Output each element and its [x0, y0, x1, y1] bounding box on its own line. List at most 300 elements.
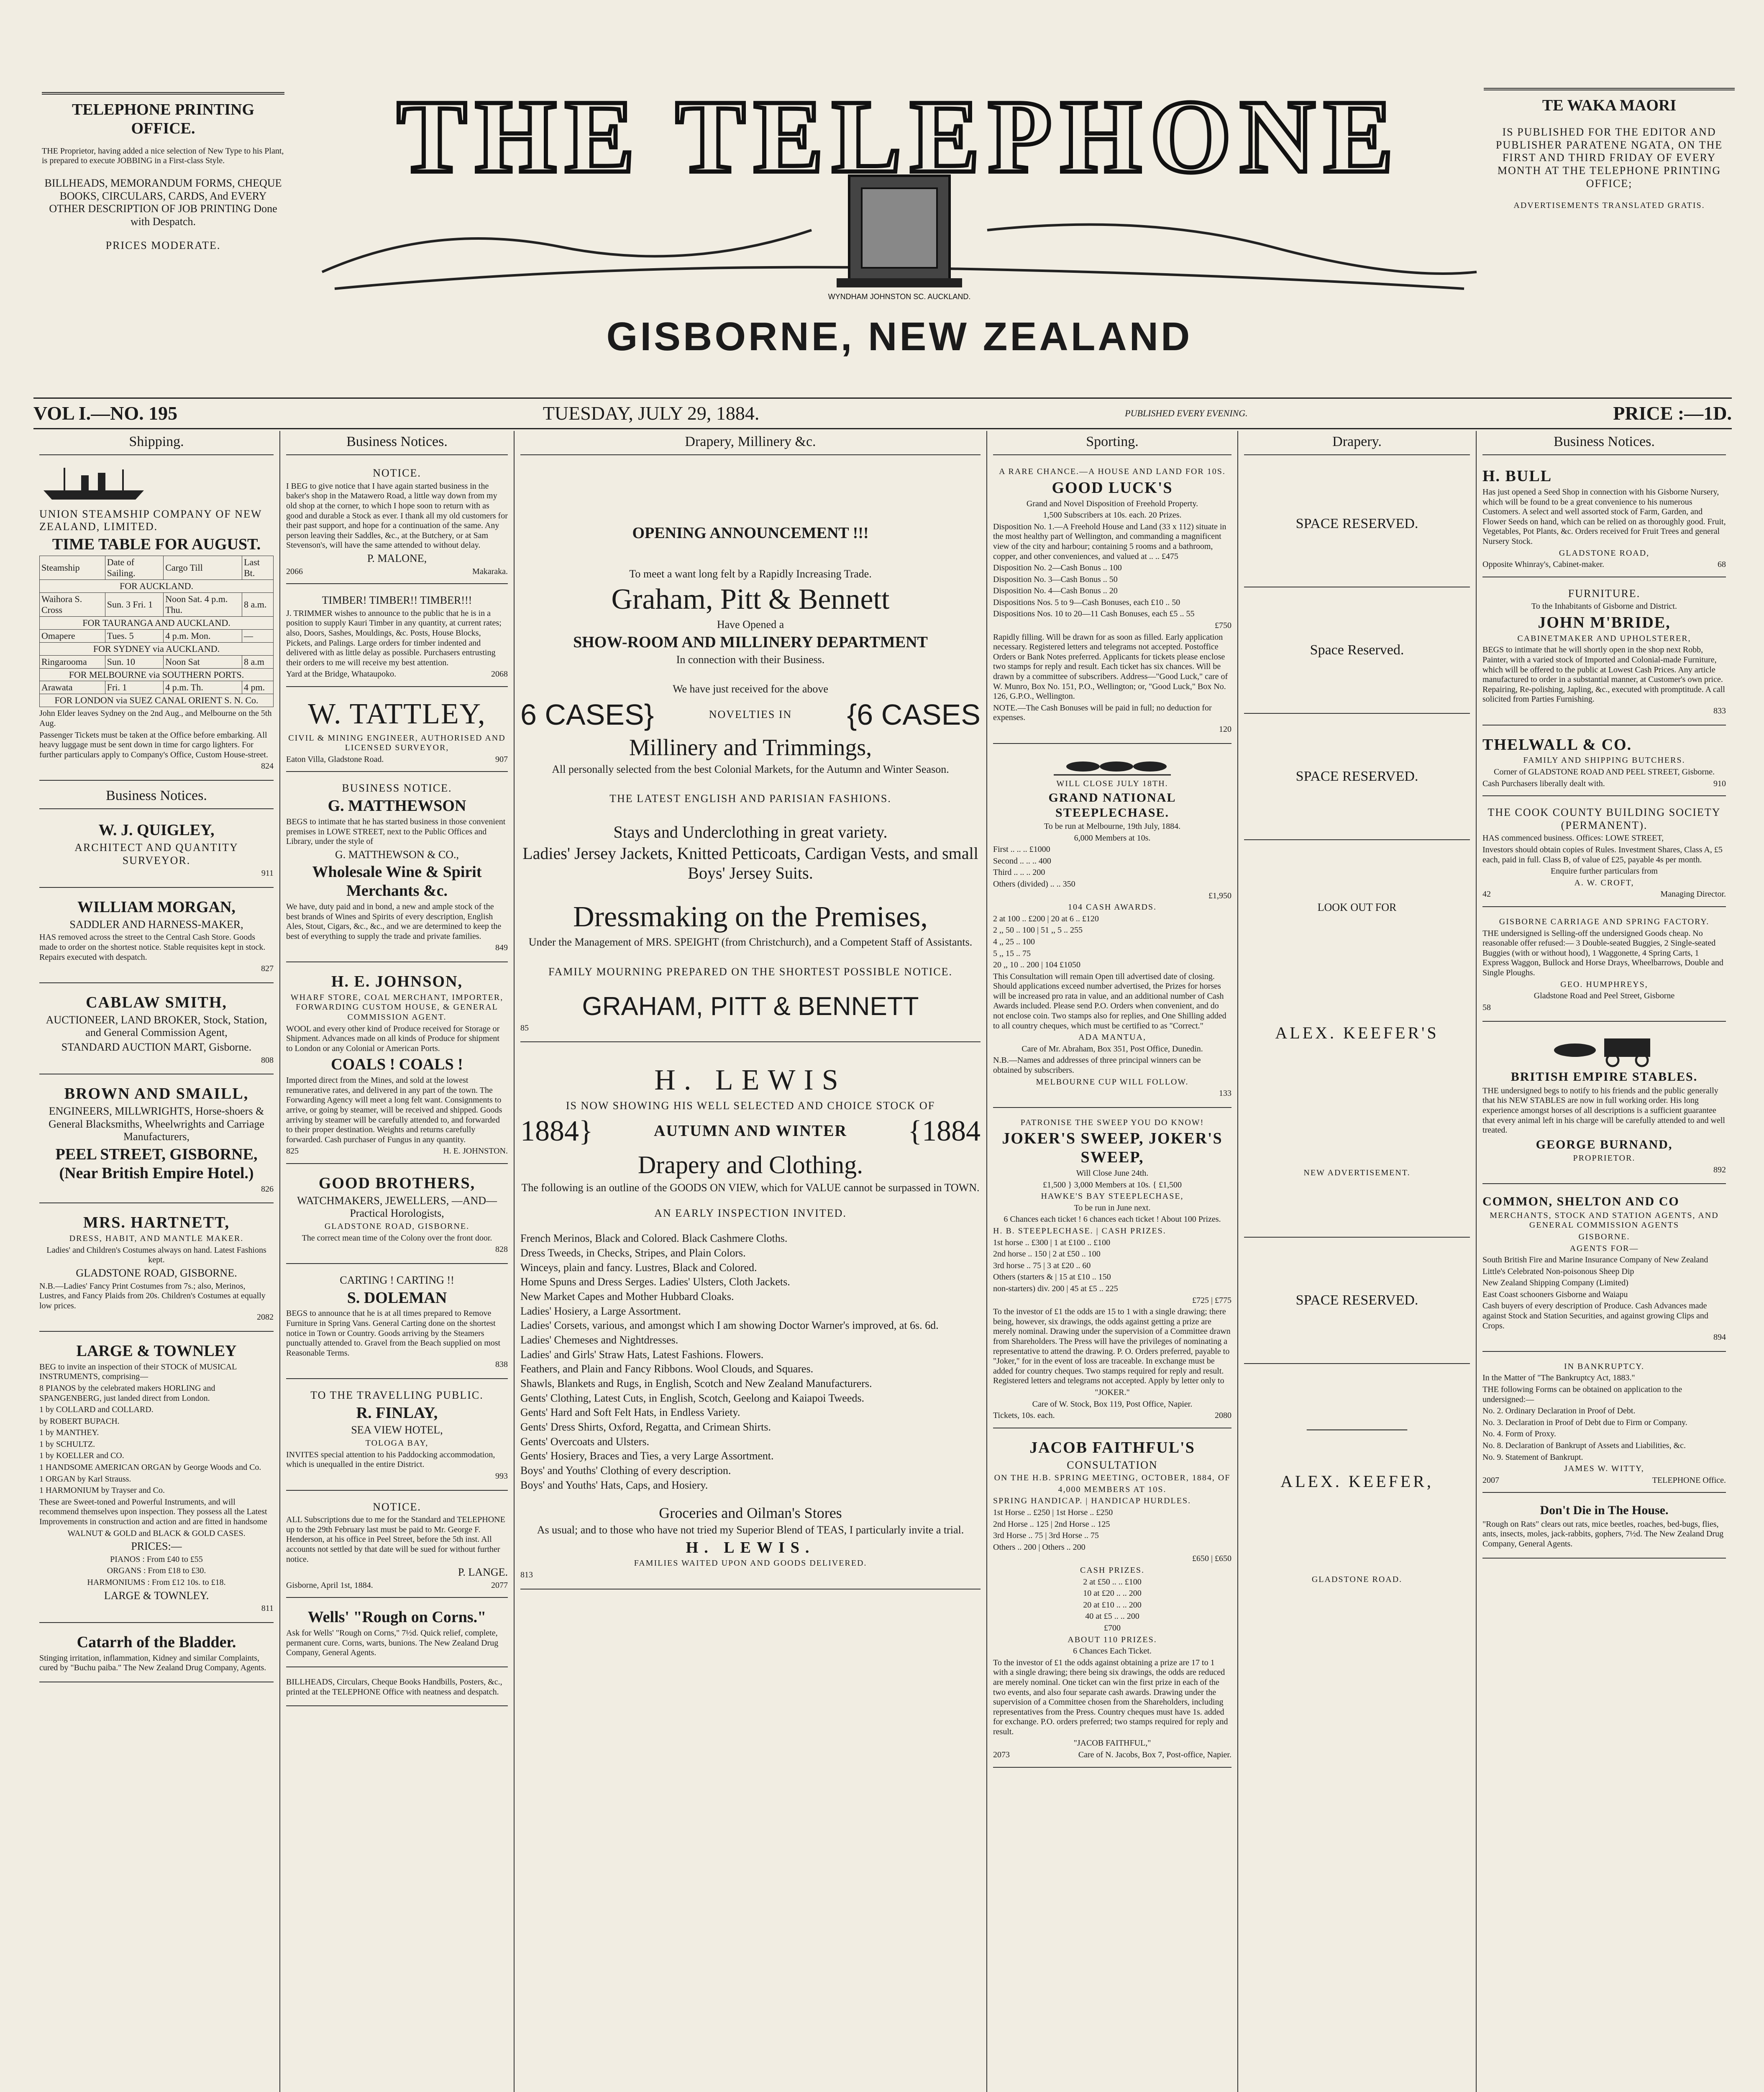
advertiser-address: Care of W. Stock, Box 119, Post Office, Napier. — [1032, 1399, 1193, 1409]
space-reserved: Space Reserved. — [1244, 587, 1470, 714]
tattley-ad — [286, 691, 508, 772]
ad-heading: Stays and Underclothing in great variety. — [613, 823, 888, 842]
ad-number: 826 — [261, 1184, 274, 1194]
ornament-line: —————— — [1307, 1419, 1407, 1438]
matthewson-ad — [286, 776, 508, 962]
goods-list — [520, 1232, 981, 1492]
list-item: 1 by SCHULTZ. — [39, 1439, 95, 1449]
space-reserved: SPACE RESERVED. — [1244, 1238, 1470, 1364]
columns — [33, 431, 1732, 2092]
ad-text: The following is an outline of the GOODS ON VIEW, which for VALUE cannot be surpassed in TOWN. — [521, 1181, 980, 1194]
ad-text: This Consultation will remain Open till advertised date of closing. Should applications exceed number advertised, the Prizes for horses will be increased pro rata in value, and an additional number of Cash Awards included. Please send P.O. Orders when convenient, and do not enclose coin. Two stamps also for replies, and One Shilling added to all country cheques, which must be certified to as "Correct." — [993, 972, 1226, 1031]
ad-number: 825 — [286, 1146, 299, 1156]
advertiser-body: J. TRIMMER wishes to announce to the public that he is in a position to supply Kauri Timber in any quantity, at current rates; also, Doors, Sashes, Mouldings, &c. Posts, House Blocks, Pickets, and Palings. Large orders for timber indented and delivered with as little delay as possible. Purchasers entrusting their orders to me will receive my best attention. — [286, 608, 502, 667]
table-cell: Sun. 10 — [105, 655, 164, 668]
list-item: 1 HANDSOME AMERICAN ORGAN by George Woods and Co. — [39, 1463, 261, 1472]
table-cell: 4 pm. — [242, 681, 273, 694]
advertiser-body: THE undersigned begs to notify to his friends and the public generally that his NEW STABLES are now in full working order. His long experience amongst horses of all descriptions is a sufficient guarantee that every animal left in his charge will be carefully attended to and well treated. — [1482, 1086, 1725, 1135]
advertiser-address: GISBORNE. — [1578, 1232, 1630, 1241]
ad-footer — [286, 1581, 508, 1591]
advertiser-name: R. FINLAY, — [356, 1404, 438, 1422]
advertiser-body: Cash buyers of every description of Produce. Cash Advances made against Stock and Station Securities, and against growing Clips and Crops. — [1482, 1301, 1708, 1331]
table-row — [40, 681, 274, 694]
advertiser-signature: ADA MANTUA, — [1078, 1033, 1146, 1042]
hartnett-ad — [39, 1208, 274, 1332]
price-item: HARMONIUMS : From £12 10s. to £18. — [87, 1578, 226, 1587]
list-item: Gents' Hard and Soft Felt Hats, in Endless Variety. — [520, 1406, 740, 1419]
ad-subheading: To meet a want long felt by a Rapidly Increasing Trade. — [629, 567, 872, 580]
advertiser-trade: DRESS, HABIT, AND MANTLE MAKER. — [69, 1234, 244, 1243]
list-item: 2 at 100 .. £200 | 20 at 6 .. £120 — [993, 914, 1099, 923]
ad-number: 838 — [495, 1360, 508, 1369]
list-item: 1 ORGAN by Karl Strauss. — [39, 1474, 131, 1484]
ad-text: ON THE H.B. SPRING MEETING, OCTOBER, 1884, OF — [994, 1473, 1231, 1483]
bull-ad — [1482, 461, 1726, 577]
column-heading: Sporting. — [993, 431, 1231, 455]
ad-number: 2073 — [993, 1750, 1010, 1760]
column-shipping — [33, 431, 280, 2092]
list-item: 40 at £5 .. .. 200 — [1085, 1612, 1139, 1621]
advertiser-name: THE COOK COUNTY BUILDING SOCIETY (PERMANENT). — [1487, 806, 1721, 831]
season-year: 1884} — [520, 1115, 593, 1147]
masthead-title-art — [310, 71, 1489, 305]
issue-date: TUESDAY, JULY 29, 1884. — [543, 402, 760, 424]
list-item: by ROBERT BUPACH. — [39, 1416, 120, 1426]
smith-ad — [39, 987, 274, 1074]
table-row — [40, 556, 274, 579]
ad-number: 120 — [1219, 725, 1231, 734]
advertiser-body: The correct mean time of the Colony over the front door. — [302, 1233, 492, 1243]
advertiser-name: G. MATTHEWSON & CO., — [335, 848, 459, 861]
advertiser-body: Ask for Wells' "Rough on Corns," 7½d. Quick relief, complete, permanent cure. Corns, warts, bunions. The New Zealand Drug Company, General Agents. — [286, 1628, 499, 1658]
advertiser-name: COMMON, SHELTON AND CO — [1482, 1195, 1680, 1209]
advertiser-body: BEGS to intimate that he has started business in those convenient premises in LOWE STREET, next to the Public Offices and Library, under the style of — [286, 817, 506, 846]
advertiser-trade: FAMILY AND SHIPPING BUTCHERS. — [1523, 756, 1685, 765]
total-value: £750 — [1215, 621, 1231, 631]
advertiser-signature: P. MALONE, — [367, 552, 427, 564]
column-heading: Business Notices. — [39, 785, 274, 809]
list-item: Gents' Dress Shirts, Oxford, Regatta, and Crimean Shirts. — [520, 1421, 771, 1433]
table-cell: Noon Sat — [164, 655, 242, 668]
advertiser-trade: ENGINEERS, MILLWRIGHTS, Horse-shoers & General Blacksmiths, Wheelwrights and Carriage Manufacturers, — [49, 1105, 264, 1143]
list-item: 5 ,, 15 .. 75 — [993, 949, 1031, 958]
table-section: FOR MELBOURNE via SOUTHERN PORTS. — [40, 668, 274, 681]
advertiser-address: Care of Mr. Abraham, Box 351, Post Office, Dunedin. — [1022, 1044, 1203, 1054]
billheads-ad — [286, 1672, 508, 1706]
ad-heading: Drapery and Clothing. — [637, 1151, 863, 1179]
horse-race-icon — [1050, 752, 1175, 777]
list-item: Winceys, plain and fancy. Lustres, Black and Colored. — [520, 1261, 757, 1274]
list-item: Gents' Hosiery, Braces and Ties, a very Large Assortment. — [520, 1450, 774, 1462]
advertiser-trade: CIVIL & MINING ENGINEER, AUTHORISED AND LICENSED SURVEYOR, — [288, 733, 506, 753]
passenger-notice: Passenger Tickets must be taken at the Office before embarking. All heavy luggage must be sent down in time for cargo lighters. For further particulars apply to Company's Office, Custom House-street. — [39, 730, 268, 759]
lange-ad — [286, 1495, 508, 1598]
ad-heading: COALS ! COALS ! — [331, 1056, 463, 1074]
ad-text: As usual; and to those who have not tried my Superior Blend of TEAS, I particularly invite a trial. — [537, 1523, 964, 1536]
elder-notice: John Elder leaves Sydney on the 2nd Aug., and Melbourne on the 5th Aug. — [39, 709, 272, 728]
advertiser-trade: Wholesale Wine & Spirit Merchants &c. — [312, 863, 482, 900]
publication-note: PUBLISHED EVERY EVENING. — [1125, 408, 1248, 419]
advertiser-body: BEGS to intimate that he will shortly open in the shop next Robb, Painter, with a varied stock of Imported and Colonial-made Furniture, which will be offered to the public at Lowest Cash Prices. Any article manufactured to order in a substantial manner, at Customer's own price. Repairing, Re-polishing, Japling, &c., executed with promptitude. A call solicited from Parties Furnishing. — [1482, 645, 1725, 704]
ad-text: Cash Purchasers liberally dealt with. — [1482, 779, 1605, 788]
brown-smaill-ad — [39, 1079, 274, 1203]
list-item: Ladies' Chemeses and Nightdresses. — [520, 1334, 678, 1346]
ad-heading: BUSINESS NOTICE. — [342, 782, 452, 795]
advertiser-body: INVITES special attention to his Paddocking accommodation, which is unequalled in the entire District. — [286, 1450, 495, 1469]
ad-number: 808 — [261, 1055, 274, 1065]
table-row: Others (starters & | 15 at £10 .. 150 — [993, 1272, 1111, 1282]
column-heading: Drapery, Millinery &c. — [520, 431, 981, 455]
list-item: Second .. .. .. 400 — [993, 856, 1051, 866]
advertiser-name: H. LEWIS — [654, 1064, 847, 1097]
advertiser-signature: "JOKER." — [1095, 1387, 1130, 1397]
ad-text: NOVELTIES IN — [709, 708, 792, 720]
printing-office-items: BILLHEADS, MEMORANDUM FORMS, CHEQUE BOOKS, CIRCULARS, CARDS, And EVERY OTHER DESCRIPTION OF JOB PRINTING Done with Despatch. — [44, 177, 282, 228]
table-cell: 4 p.m. Th. — [164, 681, 242, 694]
advertiser-address: Yard at the Bridge, Whataupoko. — [286, 669, 397, 679]
ad-date: Gisborne, April 1st, 1884. — [286, 1580, 373, 1590]
advertiser-body: HAS commenced business. Offices: LOWE STREET, — [1482, 833, 1664, 843]
list-item: No. 2. Ordinary Declaration in Proof of Debt. — [1482, 1406, 1636, 1416]
waka-maori-body: IS PUBLISHED FOR THE EDITOR AND PUBLISHER PARATENE NGATA, ON THE FIRST AND THIRD FRIDAY OF EVERY MONTH AT THE TELEPHONE PRINTING OFFICE; — [1495, 126, 1723, 190]
advertiser-body: BEGS to announce that he is at all times prepared to Remove Furniture in Spring Vans. General Carting done on the shortest notice in Town or Country. Goods arriving by the Steamers punctually attended to. Gravel from the Beach supplied on most Reasonable Terms. — [286, 1309, 501, 1358]
advertiser-signature: "JACOB FAITHFUL," — [1073, 1738, 1151, 1748]
ad-subheading: In the Matter of "The Bankruptcy Act, 1883." — [1482, 1373, 1635, 1383]
printing-office-prices: PRICES MODERATE. — [105, 239, 221, 251]
advertiser-signature: LARGE & TOWNLEY. — [104, 1589, 209, 1602]
column-drapery — [1238, 431, 1477, 2092]
list-item: Disposition No. 2—Cash Bonus .. 100 — [993, 563, 1122, 573]
advertiser-body: Ladies' and Children's Costumes always on hand. Latest Fashions kept. — [46, 1245, 266, 1265]
finlay-ad — [286, 1383, 508, 1491]
column-sporting — [987, 431, 1238, 2092]
advertiser-address: STANDARD AUCTION MART, Gisborne. — [61, 1041, 252, 1053]
advertiser-body: BEG to invite an inspection of their STOCK of MUSICAL INSTRUMENTS, comprising— — [39, 1362, 237, 1382]
advertiser-address: TOLOGA BAY, — [365, 1438, 429, 1448]
season-year: {1884 — [908, 1115, 981, 1147]
good-lucks-ad — [993, 461, 1231, 743]
bankruptcy-ad — [1482, 1356, 1726, 1493]
ad-text: NOTE.—The Cash Bonuses will be paid in full; no deduction for expenses. — [993, 703, 1212, 723]
union-steamship-ad — [39, 461, 274, 781]
list-item: 2 ,, 50 .. 100 | 51 ,, 5 .. 255 — [993, 926, 1083, 935]
ad-text: IS NOW SHOWING HIS WELL SELECTED AND CHOICE STOCK OF — [566, 1099, 935, 1112]
list-item: Gents' Clothing, Latest Cuts, in English, Scotch, Geelong and Kaiapoi Tweeds. — [520, 1392, 864, 1404]
advertiser-name: H. E. JOHNSON, — [331, 972, 463, 990]
space-reserved: SPACE RESERVED. — [1244, 714, 1470, 840]
table-cell: Waihora S. Cross — [40, 592, 105, 616]
list-item: 4 ,, 25 .. 100 — [993, 937, 1035, 946]
advertiser-signature: GEORGE BURNAND, — [1536, 1137, 1673, 1151]
ad-text: Tickets, 10s. each. — [993, 1411, 1055, 1420]
table-row: 2nd horse .. 150 | 2 at £50 .. 100 — [993, 1249, 1101, 1259]
table-row — [40, 616, 274, 629]
list-item: No. 8. Declaration of Bankrupt of Assets and Liabilities, &c. — [1482, 1441, 1686, 1450]
ad-text: MELBOURNE CUP WILL FOLLOW. — [1036, 1077, 1189, 1087]
volume-number: VOL I.—NO. 195 — [33, 402, 178, 424]
timetable-title: TIME TABLE FOR AUGUST. — [52, 536, 261, 554]
advertiser-signature: GEO. HUMPHREYS, — [1560, 979, 1648, 989]
advertiser-signature: A. W. CROFT, — [1574, 878, 1634, 887]
advertiser-title: TELEPHONE Office. — [1652, 1475, 1726, 1485]
cases-line — [520, 697, 981, 732]
catarrh-ad — [39, 1627, 274, 1682]
advertiser-name: G. MATTHEWSON — [328, 797, 466, 815]
advertiser-trade: SADDLER AND HARNESS-MAKER, — [69, 918, 243, 931]
engraver-credit: WYNDHAM JOHNSTON SC. AUCKLAND. — [828, 292, 971, 301]
malone-ad — [286, 461, 508, 584]
table-cell: Tues. 5 — [105, 629, 164, 642]
advertiser-name: GOOD BROTHERS, — [318, 1174, 476, 1192]
ad-number: 833 — [1713, 706, 1726, 715]
table-section: FOR TAURANGA AND AUCKLAND. — [40, 616, 274, 629]
table-cell: Sun. 3 Fri. 1 — [105, 592, 164, 616]
ad-heading: A RARE CHANCE.—A HOUSE AND LAND FOR 10S. — [999, 467, 1226, 477]
advertiser-address: GLADSTONE ROAD, GISBORNE. — [324, 1222, 470, 1231]
jokers-sweep-ad — [993, 1112, 1231, 1428]
ad-heading: WILL CLOSE JULY 18TH. — [1056, 779, 1168, 788]
ad-heading: SHOW-ROOM AND MILLINERY DEPARTMENT — [573, 633, 928, 651]
ad-number: 2077 — [491, 1580, 508, 1590]
advertiser-name: CABLAW SMITH, — [86, 993, 227, 1011]
ad-footer — [286, 669, 508, 679]
ad-number: 849 — [495, 943, 508, 953]
ad-number: 907 — [495, 754, 508, 764]
ad-number: 910 — [1713, 779, 1726, 788]
cases-label: 6 CASES} — [520, 698, 654, 731]
keefer-ad-2 — [1244, 1364, 1470, 1631]
ad-heading: NOTICE. — [373, 467, 421, 479]
ad-text: To be run in June next. — [1074, 1203, 1151, 1213]
table-cell: Ringarooma — [40, 655, 105, 668]
table-cell: Arawata — [40, 681, 105, 694]
list-item: New Market Capes and Mother Hubbard Cloaks. — [520, 1290, 734, 1302]
ad-heading: OPENING ANNOUNCEMENT !!! — [632, 524, 869, 542]
list-item: Third .. .. .. 200 — [993, 868, 1045, 877]
ad-heading: NOTICE. — [373, 1500, 421, 1513]
advertiser-address: Corner of GLADSTONE ROAD AND PEEL STREET, Gisborne. — [1494, 767, 1715, 777]
advertiser-address: PEEL STREET, GISBORNE, (Near British Empire Hotel.) — [55, 1145, 258, 1182]
list-item: Ladies' Hosiery, a Large Assortment. — [520, 1305, 681, 1317]
ad-heading: PATRONISE THE SWEEP YOU DO KNOW! — [1020, 1118, 1204, 1127]
table-header: H. B. STEEPLECHASE. | CASH PRIZES. — [993, 1226, 1166, 1236]
list-item: Shawls, Blankets and Rugs, in English, Scotch and New Zealand Manufacturers. — [520, 1377, 872, 1390]
ad-heading: Don't Die in The House. — [1540, 1503, 1669, 1518]
advertiser-name: JACOB FAITHFUL'S — [1029, 1438, 1195, 1456]
list-item: 1 by MANTHEY. — [39, 1428, 99, 1438]
ad-text: Disposition No. 1.—A Freehold House and Land (33 x 112) situate in the most healthy part of Wellington, and commanding a magnificent view of the city and harbour; containing 5 rooms and a bathroom, copper, and other conveniences, and valued at .. .. £475 — [993, 522, 1226, 561]
ad-text: N.B.—Names and addresses of three principal winners can be obtained by subscribers. — [993, 1056, 1201, 1075]
keefer-ad — [1244, 840, 1470, 1237]
advertiser-body: WOOL and every other kind of Produce received for Storage or Shipment. Advances made on all kinds of Produce for shipment to London or any Colonial or American Ports. — [286, 1024, 500, 1053]
advertiser-name: LARGE & TOWNLEY — [76, 1342, 237, 1360]
ad-number: 2080 — [1215, 1411, 1231, 1420]
jacob-faithful-ad — [993, 1433, 1231, 1768]
advertiser-title: Managing Director. — [1660, 890, 1726, 899]
stables-ad — [1482, 1026, 1726, 1184]
list-item: 20 at £10 .. .. 200 — [1083, 1600, 1142, 1610]
johnson-ad — [286, 967, 508, 1164]
price-item: ORGANS : From £18 to £30. — [107, 1566, 206, 1576]
ad-text: Will Close June 24th. — [1076, 1169, 1149, 1178]
ad-subheading: AGENTS FOR— — [1569, 1243, 1639, 1253]
ad-heading: TIMBER! TIMBER!! TIMBER!!! — [322, 594, 472, 607]
ad-heading: CONSULTATION — [1067, 1459, 1158, 1471]
ad-footer — [286, 567, 508, 577]
advertiser-name: MRS. HARTNETT, — [83, 1214, 230, 1232]
steamship-icon — [39, 465, 148, 503]
table-cell: Noon Sat. 4 p.m. Thu. — [164, 592, 242, 616]
ad-heading: TO THE TRAVELLING PUBLIC. — [310, 1389, 484, 1401]
table-row: non-starters) div. 200 | 45 at £5 .. 225 — [993, 1284, 1118, 1293]
table-header: SPRING HANDICAP. | HANDICAP HURDLES. — [993, 1496, 1191, 1506]
table-row — [40, 579, 274, 592]
advertiser-body: Stinging irritation, inflammation, Kidney and similar Complaints, cured by "Buchu paiba." The New Zealand Drug Company, Agents. — [39, 1653, 266, 1673]
advertiser-address: Care of N. Jacobs, Box 7, Post-office, Napier. — [1078, 1750, 1231, 1760]
masthead-place: GISBORNE, NEW ZEALAND — [606, 314, 1193, 359]
lewis-ad — [520, 1046, 981, 1589]
union-steamship-title: UNION STEAMSHIP COMPANY OF NEW ZEALAND, LIMITED. — [39, 508, 262, 533]
advertiser-body: HAS removed across the street to the Central Cash Store. Goods made to order on the shortest notice. Stable requisites kept in stock. Repairs executed with despatch. — [39, 933, 266, 962]
ad-text: 6 Chances each ticket ! 6 chances each ticket ! About 100 Prizes. — [1004, 1215, 1221, 1224]
list-item: Boys' and Youths' Clothing of every description. — [520, 1464, 731, 1477]
timber-ad — [286, 588, 508, 687]
quigley-ad — [39, 815, 274, 888]
advertiser-address: GLADSTONE ROAD, GISBORNE. — [76, 1266, 237, 1279]
doleman-ad — [286, 1268, 508, 1379]
printing-office-notice — [42, 92, 284, 263]
ad-text: Ladies' Jersey Jackets, Knitted Petticoats, Cardigan Vests, and small Boys' Jersey Suits. — [522, 844, 978, 883]
ad-text: To the investor of £1 the odds against obtaining a prize are 17 to 1 with a single drawing; there being six drawings, the odds are reduced are merely nominal. One ticket can win the first prize in each of the two events, and also four separate cash awards. Drawing under the supervision of a Committee chosen from the Shareholders, including representatives from the Press. Country cheques must have 1s. added for exchange. P.O. orders preferred; two stamps required for reply and result. — [993, 1658, 1228, 1736]
advertiser-name: WILLIAM MORGAN, — [77, 898, 236, 916]
thelwall-ad — [1482, 730, 1726, 797]
ad-text: Have Opened a — [717, 618, 784, 631]
timetable — [39, 556, 274, 707]
ad-number: 828 — [495, 1245, 508, 1254]
advertiser-name: S. DOLEMAN — [347, 1289, 447, 1307]
table-cell: Cargo Till — [164, 556, 242, 579]
cases-label: {6 CASES — [847, 698, 981, 731]
list-item: 2 at £50 .. .. £100 — [1083, 1577, 1142, 1587]
waka-maori-title: TE WAKA MAORI — [1542, 97, 1677, 114]
ad-number: 85 — [520, 1023, 529, 1033]
table-cell: 4 p.m. Mon. — [164, 629, 242, 642]
ad-text: All personally selected from the best Colonial Markets, for the Autumn and Winter Season. — [552, 763, 949, 775]
ad-footer — [286, 1146, 508, 1156]
stagecoach-icon — [1541, 1030, 1667, 1068]
table-row — [40, 642, 274, 655]
ad-heading: AUTUMN AND WINTER — [654, 1122, 847, 1140]
list-item: No. 4. Form of Proxy. — [1482, 1429, 1556, 1439]
ad-heading: Millinery and Trimmings, — [629, 734, 872, 761]
list-item: Little's Celebrated Non-poisonous Sheep Dip — [1482, 1266, 1634, 1276]
advertiser-name: GISBORNE CARRIAGE AND SPRING FACTORY. — [1499, 917, 1710, 927]
ad-number: 68 — [1718, 560, 1726, 569]
ad-text: To the investor of £1 the odds are 15 to 1 with a single drawing; there being, however, six drawings, the odds against getting a prize are merely nominal. Drawing under the supervision of a Committee drawn from Shareholders. The Press will have the privileges of nominating a representative to attend the drawing. P. O. Orders preferred, payable to "Joker," for in the event of loss are traceable. In exchange must be added for country cheques. Two stamps required for reply and result. Registered letters and telegrams not accepted. Apply by letter only to — [993, 1307, 1231, 1386]
space-reserved: SPACE RESERVED. — [1244, 461, 1470, 587]
large-townley-ad — [39, 1336, 274, 1623]
table-cell: Steamship — [40, 556, 105, 579]
advertiser-body: "Rough on Rats" clears out rats, mice beetles, roaches, bed-bugs, flies, ants, insects, moles, jack-rabbits, gophers, 7½d. The New Zealand Drug Company, General Agents. — [1482, 1519, 1724, 1548]
ad-footer — [993, 1750, 1231, 1760]
ad-text: 6 Chances Each Ticket. — [1073, 1646, 1152, 1656]
advertiser-body: Has just opened a Seed Shop in connection with his Gisborne Nursery, which will be found to be a great convenience to his numerous Customers. A select and well assorted stock of Farm, Garden, and Flower Seeds on hand, which can be relied on as thoroughly good. Fruit, Vegetables, Pot Plants, &c. Orders received for Fruit Trees and general Nursery Stock. — [1482, 487, 1726, 546]
list-item: South British Fire and Marine Insurance Company of New Zealand — [1482, 1255, 1708, 1265]
ad-number: 133 — [1219, 1089, 1231, 1098]
advertiser-address: Eaton Villa, Gladstone Road. — [286, 754, 384, 764]
waka-maori-notice — [1484, 88, 1735, 219]
advertiser-body: Investors should obtain copies of Rules. Investment Shares, Class A, £5 each, paid in full. Class B, of value of £25, payable 4s per month. — [1482, 845, 1723, 864]
list-item: East Coast schooners Gisborne and Waiapu — [1482, 1290, 1628, 1299]
ad-number: 824 — [261, 761, 274, 771]
ad-subheading: HAWKE'S BAY STEEPLECHASE, — [1041, 1192, 1184, 1201]
table-row: 2nd Horse .. 125 | 2nd Horse .. 125 — [993, 1519, 1110, 1529]
list-item: Dispositions Nos. 10 to 20—11 Cash Bonuses, each £5 .. 55 — [993, 609, 1195, 619]
advertiser-address: GLADSTONE ROAD, — [1559, 548, 1650, 558]
ad-text: 4,000 MEMBERS AT 10S. — [1058, 1484, 1167, 1494]
rats-ad — [1482, 1497, 1726, 1558]
advertiser-name: GRAND NATIONAL STEEPLECHASE. — [1048, 791, 1176, 820]
table-cell: — — [242, 629, 273, 642]
ad-heading: CARTING ! CARTING !! — [340, 1274, 454, 1286]
ad-number: 2066 — [286, 567, 303, 576]
table-row: 3rd horse .. 75 | 3 at £20 .. 60 — [993, 1261, 1091, 1270]
list-item: Ladies' Corsets, various, and amongst which I am showing Doctor Warner's improved, at 6s. 6d. — [520, 1319, 939, 1332]
ad-text: Under the Management of MRS. SPEIGHT (from Christchurch), and a Competent Staff of Assistants. — [528, 936, 973, 949]
table-cell: Date of Sailing. — [105, 556, 164, 579]
printing-office-body: THE Proprietor, having added a nice selection of New Type to his Plant, is prepared to execute JOBBING in a First-class Style. — [42, 146, 284, 166]
waka-maori-foot: ADVERTISEMENTS TRANSLATED GRATIS. — [1513, 201, 1705, 210]
advertiser-note: WALNUT & GOLD and BLACK & GOLD CASES. — [67, 1528, 246, 1538]
column-heading: Drapery. — [1244, 431, 1470, 455]
advertiser-title: PROPRIETOR. — [1573, 1154, 1636, 1163]
list-item: Feathers, and Plain and Fancy Ribbons. Wool Clouds, and Squares. — [520, 1363, 814, 1375]
column-drapery-millinery — [515, 431, 987, 2092]
corns-ad — [286, 1602, 508, 1667]
price: PRICE :—1D. — [1613, 402, 1732, 424]
advertiser-trade: CABINETMAKER AND UPHOLSTERER, — [1517, 633, 1691, 643]
table-row — [40, 694, 274, 707]
ad-number: 911 — [261, 869, 274, 878]
total-value: £725 | £775 — [1192, 1295, 1231, 1305]
ad-heading: Groceries and Oilman's Stores — [659, 1505, 842, 1522]
common-shelton-ad — [1482, 1188, 1726, 1352]
advertiser-signature: H. E. JOHNSTON. — [443, 1146, 508, 1156]
table-cell: Last Bt. — [242, 556, 273, 579]
list-item: 10 at £20 .. .. 200 — [1083, 1589, 1142, 1598]
ad-footer — [1482, 779, 1726, 789]
column-business-notices-2 — [1477, 431, 1732, 2092]
ad-number: 42 — [1482, 890, 1491, 899]
advertiser-body: These are Sweet-toned and Powerful Instruments, and will recommend themselves upon inspection. They possess all the Latest Improvements in construction and action and are fitted in handsome — [39, 1497, 267, 1527]
list-item: No. 3. Declaration in Proof of Debt due to Firm or Company. — [1482, 1418, 1687, 1427]
ad-number: 892 — [1713, 1165, 1726, 1174]
season-line — [520, 1114, 981, 1149]
list-item: Boys' and Youths' Hats, Caps, and Hosiery. — [520, 1479, 708, 1491]
advertiser-body: BILLHEADS, Circulars, Cheque Books Handbills, Posters, &c., printed at the TELEPHONE Office with neatness and despatch. — [286, 1677, 502, 1697]
ad-number: 2082 — [257, 1313, 274, 1322]
ad-heading: AN EARLY INSPECTION INVITED. — [654, 1207, 847, 1219]
column-business-notices — [280, 431, 515, 2092]
advertiser-name: W. J. QUIGLEY, — [98, 821, 215, 839]
list-item: French Merinos, Black and Colored. Black Cashmere Cloths. — [520, 1232, 788, 1245]
table-section: FOR LONDON via SUEZ CANAL ORIENT S. N. Co. — [40, 694, 274, 707]
ad-subheading: To the Inhabitants of Gisborne and District. — [1531, 602, 1677, 611]
ad-number: 813 — [520, 1570, 533, 1579]
advertiser-signature: P. LANGE. — [458, 1566, 508, 1579]
table-cell: 8 a.m. — [242, 592, 273, 616]
list-item: 8 PIANOS by the celebrated makers HORLING and SPANGENBERG, just landed direct from London. — [39, 1383, 215, 1403]
